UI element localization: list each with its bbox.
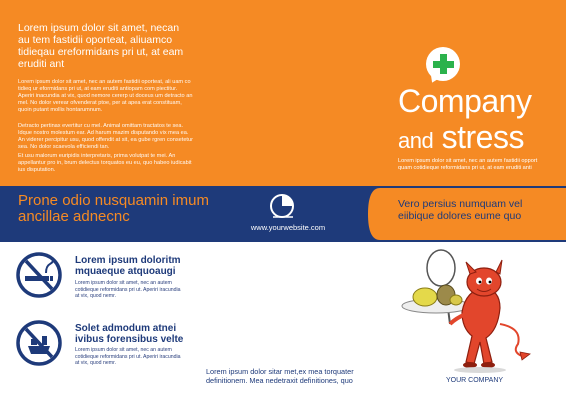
no-food-icon <box>16 320 62 366</box>
item-2-title: Solet admodum atnei ivibus forensibus velte <box>75 323 184 345</box>
brand-title-line2: stress <box>441 119 524 155</box>
item-2-text: Lorem ipsum dolor sit amet, nec an autem cotidieque reformidans pri ut. Aperiri iracundia at vix, quod nemr. <box>75 347 181 367</box>
website-url[interactable]: www.yourwebsite.com <box>250 223 326 232</box>
left-panel <box>18 22 193 174</box>
brand-title <box>398 84 531 158</box>
left-headline: Lorem ipsum dolor sit amet, necan au tem fastidii oporteat, aliuamco tidieqau ereformidans pri ut, at eam eruditi ant <box>18 22 184 70</box>
item-1-title: Lorem ipsum doloritm mquaeque atquoaugi <box>75 255 181 277</box>
left-paragraph-3: Et usu malorum euripidis interpretaris, prima volutpat te mei. An appellantur pro in, brum delectus torquatos eu eu, quo habeo iudicabit ius disputation. <box>18 153 192 173</box>
brand-title-line1: Company <box>398 83 532 119</box>
no-smoking-icon <box>16 252 62 298</box>
item-1-text: Lorem ipsum dolor sit amet, nec an autem cotidieque reformidans pri ut. Aperiri iracundia at vix, quod nemr. <box>75 280 181 300</box>
left-paragraph-1: Lorem ipsum dolor sit amet, nec an autem fastidii oporteat, ali uam co tidieq ur eformidans pri ut, at eam eruditi antiopam com piectitur. Aperiri inacundia at vix, quod nemore cererp ut doceus um detracto an mel. No dolor verear ofvenderat ptoe, per at apea erat constituam, quoin putant mollis hontarumnum. <box>18 79 193 113</box>
middle-right-heading: Vero persius numquam vel eiibique dolores eume quo <box>398 198 523 222</box>
devil-chef-illustration <box>400 244 540 379</box>
company-name: YOUR COMPANY <box>446 377 504 384</box>
brand-subtitle: Lorem ipsum dolor sit amet, nec an autem fastidii opport quam cotidieque reformidans pri ut, at eam eruditi anti <box>398 158 538 171</box>
brand-title-and: and <box>398 128 434 153</box>
pie-chart-icon <box>269 193 297 219</box>
left-paragraph-2: Detracto pertinax evertitur cu mel. Animal omittam tractatos te sea. Idque nostro molestum ear. Ad harum mazim disputando vix mea ea. An viderer percipitur usu, quod offendit at sit, ea gube rgren consetetur sea. No dolor scaevola efficiendi tan. <box>18 123 193 150</box>
middle-left-heading: Prone odio nusquamin imum ancillae adnecnc <box>18 192 209 225</box>
bottom-note: Lorem ipsum dolor sitar met,ex mea torquater definitionem. Mea nedetraxit definitiones, quo <box>206 367 354 385</box>
